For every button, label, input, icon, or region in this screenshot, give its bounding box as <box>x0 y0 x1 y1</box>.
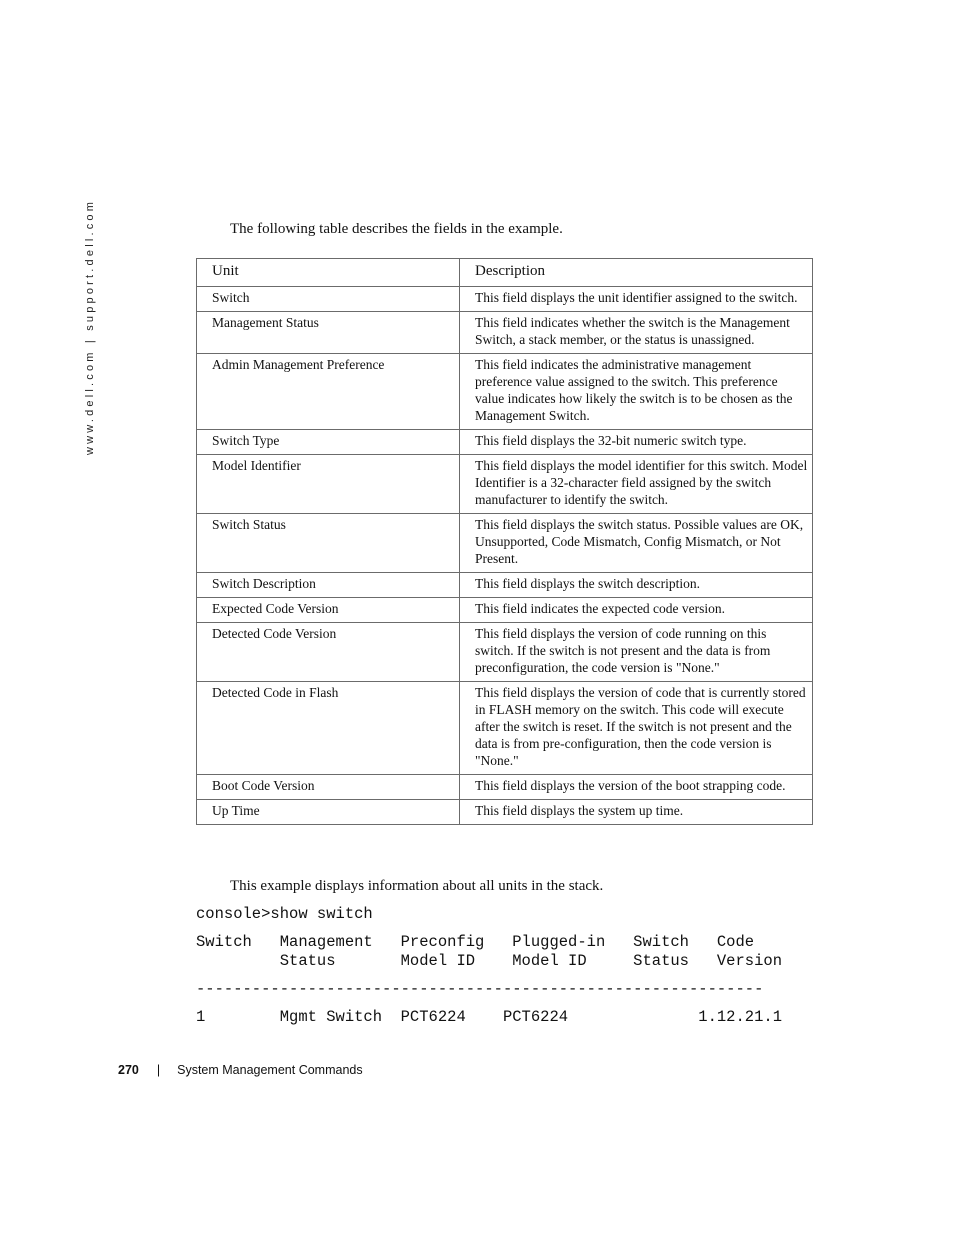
example-paragraph: This example displays information about all units in the stack. <box>230 878 604 894</box>
description-cell: This field indicates the administrative management preference value assigned to the switch. This preference value indicates how likely the switch is to be chosen as the Management Switch. <box>460 354 813 430</box>
unit-cell: Switch Description <box>197 573 460 598</box>
table-row <box>197 682 813 775</box>
description-cell: This field displays the switch status. Possible values are OK, Unsupported, Code Mismatch, Config Mismatch, or Not Present. <box>460 514 813 573</box>
table-row <box>197 623 813 682</box>
description-cell: This field indicates whether the switch is the Management Switch, a stack member, or the status is unassigned. <box>460 312 813 354</box>
description-cell: This field displays the version of code that is currently stored in FLASH memory on the switch. This code will execute after the switch is reset. If the switch is not present and the data is from pre-configuration, then the code version is "None." <box>460 682 813 775</box>
unit-cell: Switch Type <box>197 430 460 455</box>
side-url-text: www.dell.com | support.dell.com <box>84 198 96 455</box>
footer-separator: | <box>156 1063 161 1077</box>
description-cell: This field displays the unit identifier assigned to the switch. <box>460 287 813 312</box>
output-separator: ------------------------------------------------------------- <box>196 980 764 998</box>
unit-cell: Up Time <box>197 800 460 825</box>
table-row <box>197 455 813 514</box>
section-title: System Management Commands <box>177 1063 363 1077</box>
table-row <box>197 430 813 455</box>
table-header-row <box>197 259 813 287</box>
table-row <box>197 775 813 800</box>
table-row <box>197 354 813 430</box>
unit-cell: Management Status <box>197 312 460 354</box>
unit-cell: Switch <box>197 287 460 312</box>
unit-cell: Boot Code Version <box>197 775 460 800</box>
output-row: 1 Mgmt Switch PCT6224 PCT6224 1.12.21.1 <box>196 1008 782 1026</box>
table-row <box>197 287 813 312</box>
unit-cell: Admin Management Preference <box>197 354 460 430</box>
description-cell: This field displays the version of the boot strapping code. <box>460 775 813 800</box>
table-row <box>197 598 813 623</box>
output-header-line-2: Status Model ID Model ID Status Version <box>196 952 782 970</box>
unit-cell: Expected Code Version <box>197 598 460 623</box>
page-number: 270 <box>118 1063 139 1077</box>
table-row <box>197 573 813 598</box>
column-header-unit: Unit <box>197 259 460 287</box>
unit-cell: Switch Status <box>197 514 460 573</box>
unit-cell: Detected Code Version <box>197 623 460 682</box>
column-header-description: Description <box>460 259 813 287</box>
unit-cell: Model Identifier <box>197 455 460 514</box>
description-cell: This field displays the model identifier for this switch. Model Identifier is a 32-character field assigned by the switch manufacturer to identify the switch. <box>460 455 813 514</box>
table-row <box>197 800 813 825</box>
output-header-line-1: Switch Management Preconfig Plugged-in Switch Code <box>196 933 755 951</box>
description-cell: This field displays the 32-bit numeric switch type. <box>460 430 813 455</box>
description-cell: This field displays the version of code running on this switch. If the switch is not present and the data is from preconfiguration, the code version is "None." <box>460 623 813 682</box>
table-row <box>197 514 813 573</box>
unit-cell: Detected Code in Flash <box>197 682 460 775</box>
field-description-table <box>196 258 813 825</box>
description-cell: This field displays the switch description. <box>460 573 813 598</box>
intro-paragraph: The following table describes the fields in the example. <box>230 221 563 237</box>
description-cell: This field indicates the expected code version. <box>460 598 813 623</box>
table-row <box>197 312 813 354</box>
description-cell: This field displays the system up time. <box>460 800 813 825</box>
console-command: console>show switch <box>196 905 373 923</box>
page-footer <box>118 1062 363 1078</box>
